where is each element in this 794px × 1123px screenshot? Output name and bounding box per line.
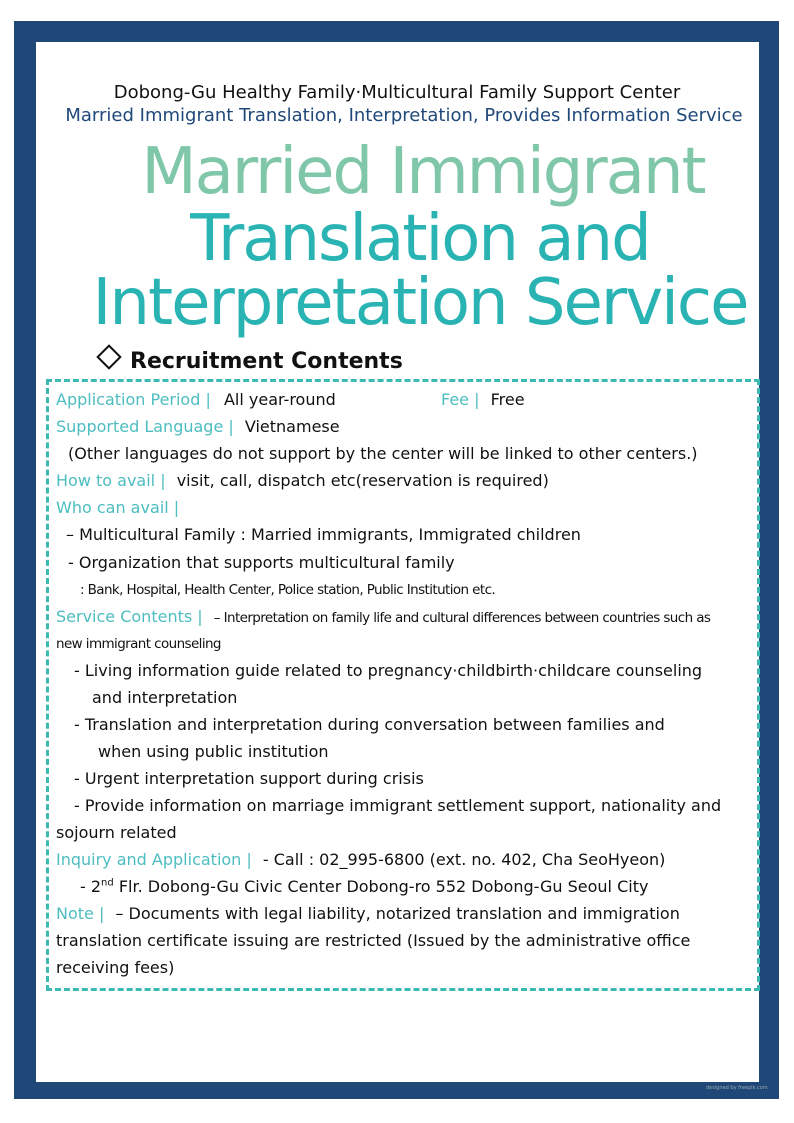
service-item-5a: - Provide information on marriage immigrant settlement support, nationality and: [74, 796, 722, 815]
who-label: Who can avail |: [56, 498, 180, 517]
title-line-2: Translation and: [190, 202, 650, 276]
service-item-3b: when using public institution: [98, 742, 329, 761]
service-item-5b: sojourn related: [56, 823, 177, 842]
inquiry-address-sup: nd: [101, 877, 114, 889]
inquiry-address: [80, 877, 648, 897]
service-item-2a: - Living information guide related to pregnancy·childbirth·childcare counseling: [74, 661, 703, 680]
who-item-1: – Multicultural Family : Married immigrants, Immigrated children: [66, 525, 581, 544]
note-line-2: translation certificate issuing are restricted (Issued by the administrative office: [56, 931, 691, 950]
designer-credit: designed by freepik.com: [706, 1085, 768, 1091]
title-line-3: Interpretation Service: [92, 266, 748, 340]
inquiry-address-rest: Flr. Dobong-Gu Civic Center Dobong-ro 552 Dobong-Gu Seoul City: [113, 877, 649, 896]
language-label: Supported Language |: [56, 417, 234, 436]
note-label: Note |: [56, 904, 105, 923]
title-line-1: Married Immigrant: [141, 135, 705, 209]
inquiry-call: - Call : 02_995-6800 (ext. no. 402, Cha SeoHyeon): [262, 850, 666, 869]
service-item-4: - Urgent interpretation support during crisis: [74, 769, 424, 788]
section-heading-text: Recruitment Contents: [130, 349, 403, 374]
application-period-value: All year-round: [223, 390, 336, 409]
who-item-3: : Bank, Hospital, Health Center, Police station, Public Institution etc.: [80, 582, 496, 598]
fee-label: Fee |: [441, 390, 480, 409]
service-subtitle: Married Immigrant Translation, Interpretation, Provides Information Service: [65, 105, 743, 126]
service-item-1b: new immigrant counseling: [56, 636, 221, 652]
application-period-label: Application Period |: [56, 390, 211, 409]
language-value: Vietnamese: [244, 417, 340, 436]
service-item-3a: - Translation and interpretation during conversation between families and: [74, 715, 665, 734]
application-period-row: [56, 390, 336, 410]
how-value: visit, call, dispatch etc(reservation is required): [176, 471, 549, 490]
inquiry-label: Inquiry and Application |: [56, 850, 252, 869]
service-item-2b: and interpretation: [92, 688, 238, 707]
note-row: [56, 904, 680, 924]
note-line-1: – Documents with legal liability, notarized translation and immigration: [115, 904, 680, 923]
diamond-icon: [96, 344, 121, 369]
language-row: [56, 417, 340, 437]
inquiry-row: [56, 850, 665, 870]
service-label: Service Contents |: [56, 607, 203, 626]
fee-value: Free: [490, 390, 525, 409]
how-label: How to avail |: [56, 471, 166, 490]
inquiry-address-prefix: - 2: [80, 877, 102, 896]
center-name: Dobong-Gu Healthy Family·Multicultural Family Support Center: [113, 82, 681, 103]
service-row: [56, 607, 710, 628]
fee-row: [441, 390, 525, 410]
language-note: (Other languages do not support by the center will be linked to other centers.): [68, 444, 698, 463]
how-row: [56, 471, 549, 491]
note-line-3: receiving fees): [56, 958, 175, 977]
service-item-1a: – Interpretation on family life and cultural differences between countries such as: [213, 610, 711, 626]
who-item-2: - Organization that supports multicultural family: [68, 553, 455, 572]
section-heading: [96, 348, 403, 374]
